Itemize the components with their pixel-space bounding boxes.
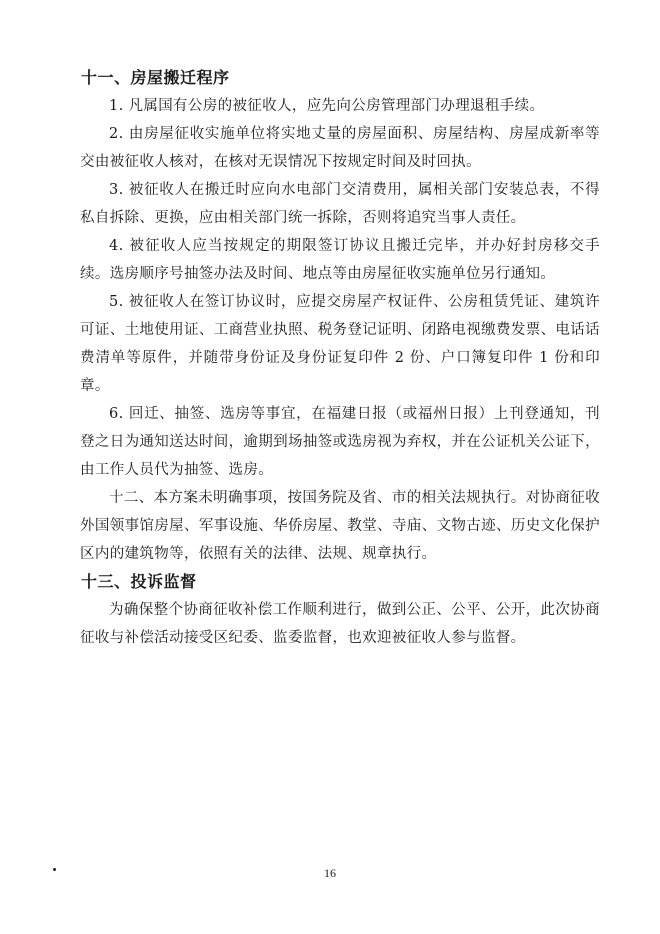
paragraph-section-12: 十二、本方案未明确事项，按国务院及省、市的相关法规执行。对协商征收外国领事馆房屋、军事设施、华侨房屋、教堂、寺庙、文物古迹、历史文化保护区内的建筑物等，依照有关的法律、法规、规章执行。 xyxy=(80,490,600,562)
paragraph-5: 5. 被征收人在签订协议时，应提交房屋产权证件、公房租赁凭证、建筑许可证、土地使用证、工商营业执照、税务登记证明、闭路电视缴费发票、电话话费清单等原件，并随带身份证及身份证复印件 2 份、户口簿复印件 1 份和印章。 xyxy=(80,294,600,394)
section-heading-relocation-procedure: 十一、房屋搬迁程序 xyxy=(81,68,230,87)
paragraph-6: 6. 回迁、抽签、选房等事宜，在福建日报（或福州日报）上刊登通知，刊登之日为通知送达时间，逾期到场抽签或选房视为弃权，并在公证机关公证下，由工作人员代为抽签、选房。 xyxy=(80,406,600,478)
paragraph-2: 2. 由房屋征收实施单位将实地丈量的房屋面积、房屋结构、房屋成新率等交由被征收人核对，在核对无误情况下按规定时间及时回执。 xyxy=(80,126,600,170)
paragraph-1: 1. 凡属国有公房的被征收人，应先向公房管理部门办理退租手续。 xyxy=(109,98,545,114)
section-heading-complaint-supervision: 十三、投诉监督 xyxy=(81,572,197,591)
page-number: 16 xyxy=(324,866,336,880)
paragraph-4: 4. 被征收人应当按规定的期限签订协议且搬迁完毕，并办好封房移交手续。选房顺序号抽签办法及时间、地点等由房屋征收实施单位另行通知。 xyxy=(80,238,600,282)
paragraph-3: 3. 被征收人在搬迁时应向水电部门交清费用，属相关部门安装总表，不得私自拆除、更换，应由相关部门统一拆除，否则将追究当事人责任。 xyxy=(80,182,600,226)
paragraph-supervision: 为确保整个协商征收补偿工作顺利进行，做到公正、公平、公开，此次协商征收与补偿活动接受区纪委、监委监督，也欢迎被征收人参与监督。 xyxy=(80,602,600,646)
document-body xyxy=(80,64,600,652)
